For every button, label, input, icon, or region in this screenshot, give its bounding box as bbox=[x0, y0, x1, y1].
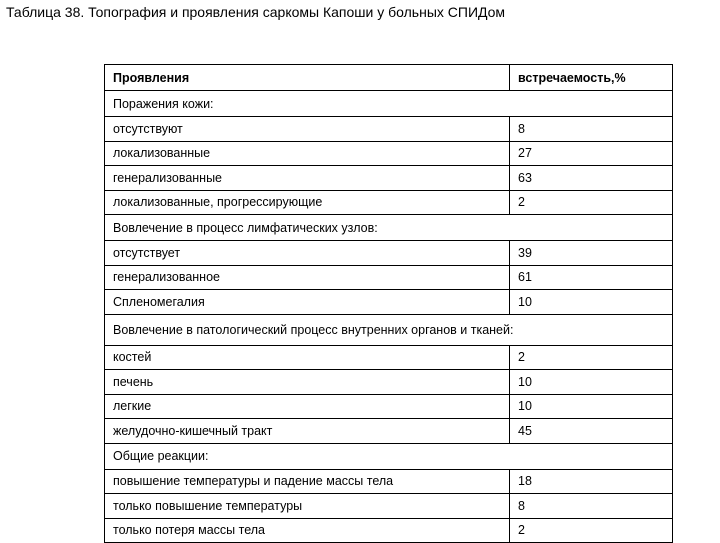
manifestation-cell: только потеря массы тела bbox=[105, 518, 510, 543]
occurrence-value-cell: 39 bbox=[510, 241, 673, 266]
occurrence-value-cell: 2 bbox=[510, 190, 673, 215]
occurrence-value-cell: 18 bbox=[510, 469, 673, 494]
table-row bbox=[105, 190, 673, 215]
manifestation-cell: желудочно-кишечный тракт bbox=[105, 419, 510, 444]
occurrence-value-cell: 27 bbox=[510, 141, 673, 166]
table-caption: Таблица 38. Топография и проявления саркомы Капоши у больных СПИДом bbox=[6, 4, 506, 20]
occurrence-value-cell: 45 bbox=[510, 419, 673, 444]
manifestation-cell: печень bbox=[105, 370, 510, 395]
column-header-manifestations: Проявления bbox=[105, 65, 510, 91]
table-section-row bbox=[105, 91, 673, 117]
occurrence-value-cell: 8 bbox=[510, 494, 673, 519]
manifestation-cell: генерализованные bbox=[105, 166, 510, 191]
occurrence-value-cell: 8 bbox=[510, 117, 673, 142]
section-heading-cell: Вовлечение в процесс лимфатических узлов: bbox=[105, 215, 673, 241]
section-heading-cell: Вовлечение в патологический процесс внутренних органов и тканей: bbox=[105, 314, 673, 345]
manifestation-cell: легкие bbox=[105, 394, 510, 419]
table-row bbox=[105, 265, 673, 290]
manifestation-cell: Спленомегалия bbox=[105, 290, 510, 315]
manifestation-cell: локализованные, прогрессирующие bbox=[105, 190, 510, 215]
table-header-row bbox=[105, 65, 673, 91]
table-row bbox=[105, 494, 673, 519]
table-row bbox=[105, 141, 673, 166]
manifestation-cell: только повышение температуры bbox=[105, 494, 510, 519]
table-row bbox=[105, 469, 673, 494]
manifestation-cell: локализованные bbox=[105, 141, 510, 166]
table-row bbox=[105, 394, 673, 419]
occurrence-value-cell: 61 bbox=[510, 265, 673, 290]
table-section-row bbox=[105, 215, 673, 241]
table-row bbox=[105, 345, 673, 370]
manifestation-cell: повышение температуры и падение массы тела bbox=[105, 469, 510, 494]
table-row bbox=[105, 419, 673, 444]
occurrence-value-cell: 2 bbox=[510, 518, 673, 543]
table-row bbox=[105, 241, 673, 266]
data-table bbox=[104, 64, 673, 543]
section-heading-cell: Поражения кожи: bbox=[105, 91, 673, 117]
occurrence-value-cell: 10 bbox=[510, 290, 673, 315]
section-heading-cell: Общие реакции: bbox=[105, 443, 673, 469]
data-table-container bbox=[104, 64, 672, 543]
table-row bbox=[105, 518, 673, 543]
table-section-row bbox=[105, 443, 673, 469]
table-row bbox=[105, 166, 673, 191]
table-row bbox=[105, 290, 673, 315]
occurrence-value-cell: 10 bbox=[510, 370, 673, 395]
manifestation-cell: костей bbox=[105, 345, 510, 370]
manifestation-cell: отсутствуют bbox=[105, 117, 510, 142]
table-section-row bbox=[105, 314, 673, 345]
occurrence-value-cell: 2 bbox=[510, 345, 673, 370]
table-body bbox=[105, 91, 673, 543]
occurrence-value-cell: 10 bbox=[510, 394, 673, 419]
column-header-occurrence: встречаемость,% bbox=[510, 65, 673, 91]
occurrence-value-cell: 63 bbox=[510, 166, 673, 191]
table-row bbox=[105, 370, 673, 395]
manifestation-cell: генерализованное bbox=[105, 265, 510, 290]
table-row bbox=[105, 117, 673, 142]
manifestation-cell: отсутствует bbox=[105, 241, 510, 266]
